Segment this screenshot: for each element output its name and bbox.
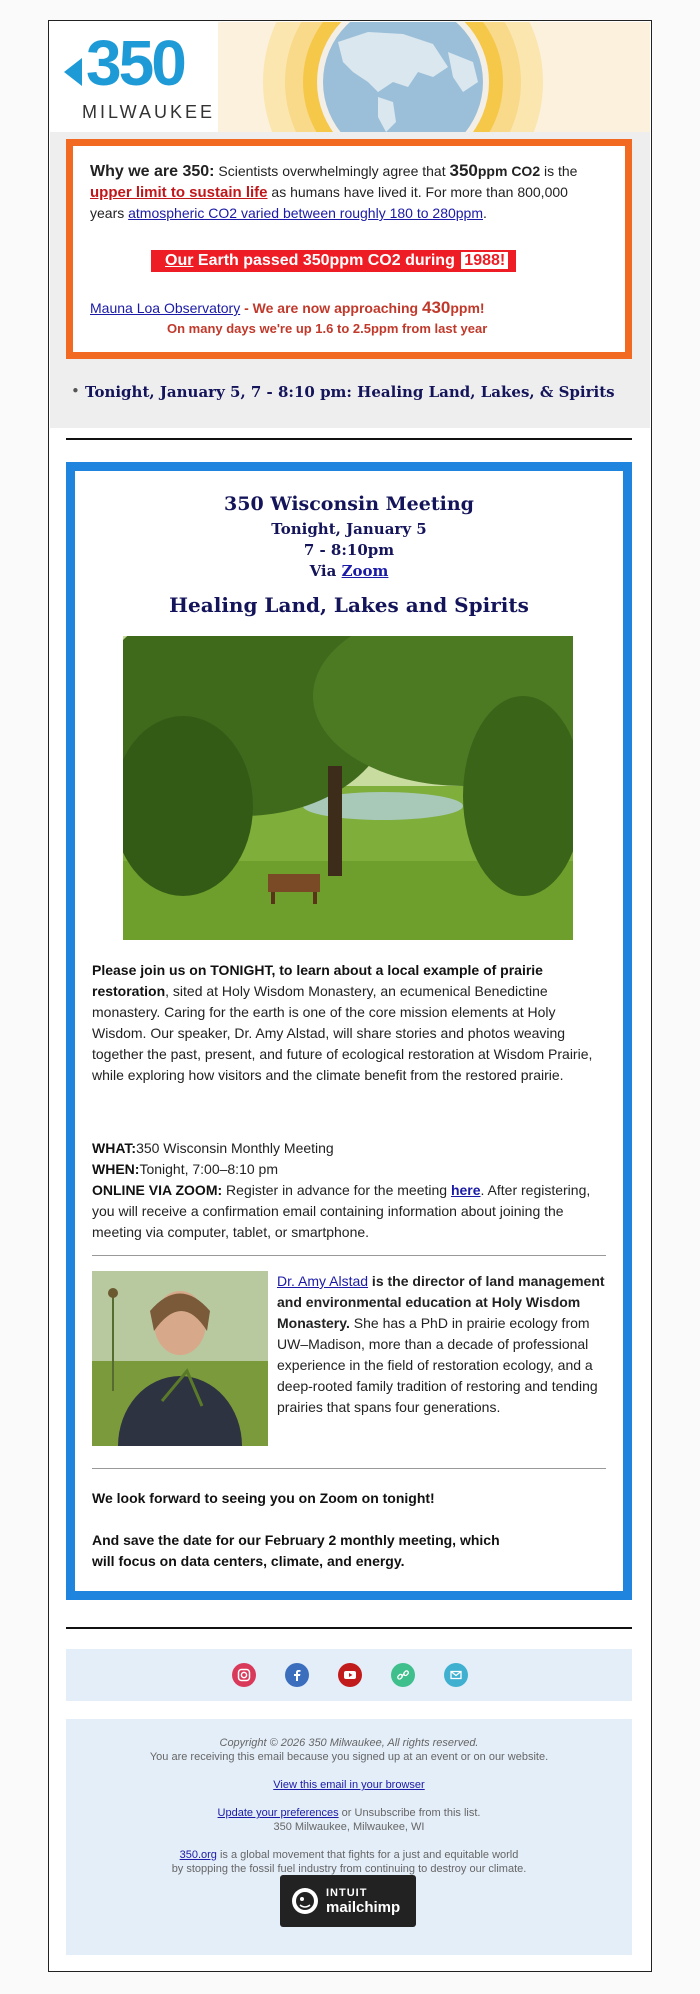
banner-text: Earth passed 350ppm CO2 during xyxy=(193,252,460,269)
banner-year: 1988! xyxy=(461,252,508,269)
what-value: 350 Wisconsin Monthly Meeting xyxy=(136,1140,334,1156)
when-value: Tonight, 7:00–8:10 pm xyxy=(139,1161,278,1177)
register-here-link[interactable]: here xyxy=(450,1182,481,1198)
meeting-title: 350 Wisconsin Meeting xyxy=(224,493,474,515)
update-preferences-link[interactable]: Update your preferences xyxy=(217,1807,339,1819)
copyright: Copyright © 2026 350 Milwaukee, All rights reserved. xyxy=(219,1737,479,1749)
youtube-icon[interactable] xyxy=(338,1663,362,1687)
willow-photo xyxy=(123,636,573,940)
org-text: is a global movement that fights for a just and equitable world xyxy=(216,1849,519,1861)
meeting-time: 7 - 8:10pm xyxy=(303,541,395,559)
upper-limit-link[interactable]: upper limit to sustain life xyxy=(90,184,268,201)
what-line xyxy=(92,1138,608,1159)
org-line-1 xyxy=(66,1848,632,1862)
save-date-line: And save the date for our February 2 monthly meeting, which will focus on data centers, climate, and energy. xyxy=(92,1532,500,1569)
globe-graphic xyxy=(218,22,650,132)
closing-line: We look forward to seeing you on Zoom on tonight! xyxy=(92,1490,435,1506)
footer xyxy=(66,1719,632,1955)
why-lead: Why we are 350: xyxy=(90,163,215,180)
divider xyxy=(92,1468,606,1469)
meeting-box xyxy=(66,462,632,1600)
ppm-unit: ppm CO2 xyxy=(477,163,541,179)
online-label: ONLINE VIA ZOOM: xyxy=(92,1182,223,1198)
what-label: WHAT: xyxy=(92,1140,137,1156)
divider xyxy=(92,1255,606,1256)
facebook-icon[interactable] xyxy=(285,1663,309,1687)
why-text: Scientists overwhelmingly agree that xyxy=(214,163,450,179)
meeting-headline: Healing Land, Lakes and Spirits xyxy=(169,593,529,617)
mauna-text: - We are now approaching xyxy=(240,300,422,316)
logo-city: MILWAUKEE xyxy=(82,102,216,122)
meeting-date: Tonight, January 5 xyxy=(271,520,427,538)
divider xyxy=(66,1627,632,1629)
instagram-icon[interactable] xyxy=(232,1663,256,1687)
speaker-photo xyxy=(92,1271,268,1446)
online-text: Register in advance for the meeting xyxy=(222,1182,451,1198)
logo-number: 350 xyxy=(86,27,184,99)
view-browser-line xyxy=(66,1778,632,1792)
via-label: Via xyxy=(309,562,342,580)
mailchimp-bottom: mailchimp xyxy=(326,1899,401,1916)
when-label: WHEN: xyxy=(92,1161,140,1177)
mauna-loa-line xyxy=(90,298,485,318)
earth-passed-banner xyxy=(151,250,516,272)
co2-history-link[interactable]: atmospheric CO2 varied between roughly 180 to 280ppm xyxy=(128,205,483,221)
speaker-link[interactable]: Dr. Amy Alstad xyxy=(277,1273,369,1289)
mauna-value: 430 xyxy=(421,298,451,317)
address: 350 Milwaukee, Milwaukee, WI xyxy=(273,1821,425,1833)
intro-paragraph xyxy=(92,960,608,1086)
mailchimp-badge[interactable] xyxy=(280,1875,416,1927)
mauna-loa-link[interactable]: Mauna Loa Observatory xyxy=(90,300,241,316)
why-text: . xyxy=(483,205,487,221)
preferences-line xyxy=(66,1806,632,1820)
email-icon[interactable] xyxy=(444,1663,468,1687)
unsubscribe-text[interactable]: or Unsubscribe from this list. xyxy=(338,1807,481,1819)
link-icon[interactable] xyxy=(391,1663,415,1687)
willow-landscape-image xyxy=(123,636,573,940)
signup-reason: You are receiving this email because you signed up at an event or on our website. xyxy=(149,1751,549,1763)
why-text: as humans have lived it. For more than 800,000 years xyxy=(90,184,568,221)
why-paragraph xyxy=(90,160,600,224)
agenda-item: • Tonight, January 5, 7 - 8:10 pm: Healing Land, Lakes, & Spirits xyxy=(85,383,615,401)
logo-arrow-icon xyxy=(64,58,82,86)
globe-icon xyxy=(218,22,650,132)
mailchimp-icon xyxy=(290,1886,320,1916)
divider xyxy=(66,438,632,440)
email-frame xyxy=(48,20,652,1972)
online-line xyxy=(92,1180,608,1243)
mauna-unit: ppm! xyxy=(450,300,485,316)
header-banner xyxy=(50,22,650,132)
bio-text: She has a PhD in prairie ecology from UW–Madison, more than a decade of professional experience in the field of restoration ecology, and a deep-rooted family tradition of restoring and tending prairies that spans four generations. xyxy=(277,1315,598,1415)
zoom-link[interactable]: Zoom xyxy=(341,562,389,580)
mauna-subline: On many days we're up 1.6 to 2.5ppm from last year xyxy=(167,321,488,336)
ppm-value: 350 xyxy=(449,161,478,180)
intro-text: , sited at Holy Wisdom Monastery, an ecumenical Benedictine monastery. Caring for the earth is one of the core mission elements at Holy Wisdom. Our speaker, Dr. Amy Alstad, will share stories and photos weaving together the past, present, and future of ecological restoration at Wisdom Prairie, while exploring how visitors and the climate benefit from the restored prairie. xyxy=(92,983,593,1083)
banner-our: Our xyxy=(165,252,194,269)
alert-box xyxy=(66,139,632,359)
speaker-bio xyxy=(277,1271,609,1418)
meeting-via xyxy=(75,562,623,580)
speaker-portrait-image xyxy=(92,1271,268,1446)
view-in-browser-link[interactable]: View this email in your browser xyxy=(273,1779,425,1791)
why-text: is the xyxy=(540,163,578,179)
intro-bold: Please join us on TONIGHT, to learn about a local example of prairie restoration xyxy=(92,962,543,999)
when-line xyxy=(92,1159,608,1180)
bio-bold: is the director of land management and environmental education at Holy Wisdom Monastery. xyxy=(277,1273,605,1331)
social-bar xyxy=(66,1649,632,1701)
org-link[interactable]: 350.org xyxy=(179,1849,217,1861)
org-line-2: by stopping the fossil fuel industry from continuing to destroy our climate. xyxy=(171,1863,527,1875)
online-text: . After registering, you will receive a confirmation email containing information about joining the meeting via computer, tablet, or smartphone. xyxy=(92,1182,591,1240)
mailchimp-top: INTUIT xyxy=(326,1887,368,1899)
